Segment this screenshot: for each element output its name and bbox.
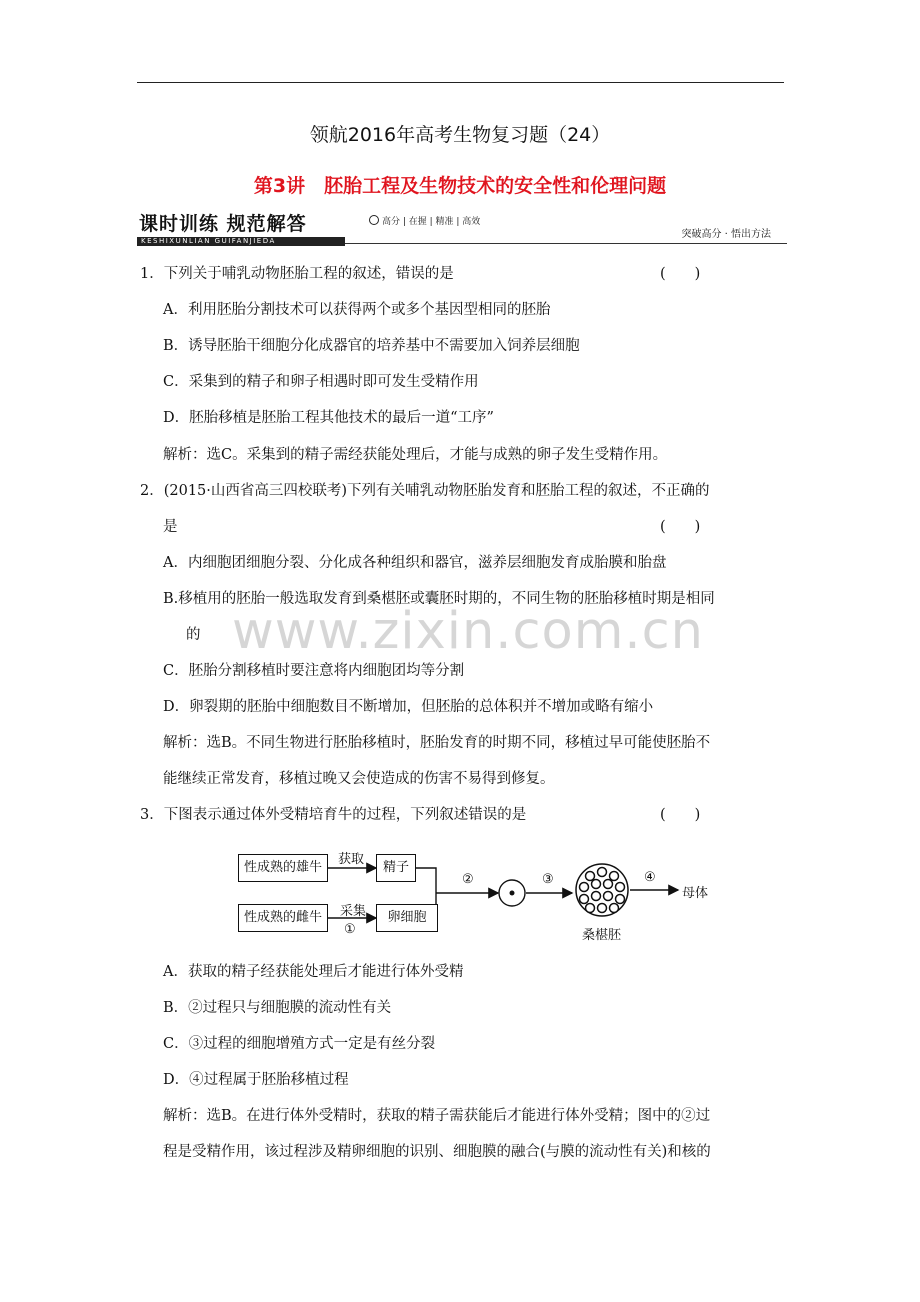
question-1-option-d: D．胚胎移植是胚胎工程其他技术的最后一道“工序” [163, 410, 494, 426]
question-1-option-b: B．诱导胚胎干细胞分化成器官的培养基中不需要加入饲养层细胞 [163, 338, 580, 354]
question-1-option-c: C．采集到的精子和卵子相遇时即可发生受精作用 [163, 374, 479, 390]
question-2-option-c: C．胚胎分割移植时要注意将内细胞团均等分割 [163, 663, 465, 679]
banner-slogan [369, 214, 480, 227]
banner-rule [345, 243, 787, 244]
female-cattle-box: 性成熟的雌牛 [238, 904, 328, 932]
question-1-option-a: A．利用胚胎分割技术可以获得两个或多个基因型相同的胚胎 [163, 302, 551, 318]
lesson-subtitle: 第3讲 胚胎工程及生物技术的安全性和伦理问题 [253, 175, 667, 197]
question-3-option-d: D．④过程属于胚胎移植过程 [163, 1072, 349, 1088]
label-step-1: ① [344, 922, 356, 937]
ivf-process-diagram [230, 842, 730, 952]
question-2-analysis-cont: 能继续正常发育，移植过晚又会使造成的伤害不易得到修复。 [163, 771, 555, 787]
question-3-stem: 3．下图表示通过体外受精培育牛的过程，下列叙述错误的是 [140, 807, 527, 823]
banner-tagline: 突破高分 · 悟出方法 [681, 229, 771, 240]
question-1-analysis: 解析：选C。采集到的精子需经获能处理后，才能与成熟的卵子发生受精作用。 [163, 447, 668, 463]
banner-slogan-text: 高分 | 在握 | 精准 | 高效 [382, 217, 481, 227]
question-1-answer-blank: ( ) [660, 266, 701, 282]
egg-box: 卵细胞 [376, 904, 438, 932]
question-3-option-a: A．获取的精子经获能处理后才能进行体外受精 [163, 964, 464, 980]
banner-block [137, 208, 342, 239]
banner-title: 课时训练 规范解答 [139, 213, 307, 235]
label-step-4: ④ [644, 870, 656, 885]
label-morula: 桑椹胚 [582, 928, 622, 943]
question-2-stem-cont: 是 [163, 519, 178, 535]
question-2-analysis: 解析：选B。不同生物进行胚胎移植时，胚胎发育的时期不同，移植过早可能使胚胎不 [163, 735, 711, 751]
question-2-option-b-cont: 的 [186, 627, 201, 643]
sperm-box: 精子 [376, 854, 416, 882]
question-2-option-b: B.移植用的胚胎一般选取发育到桑椹胚或囊胚时期的，不同生物的胚胎移植时期是相同 [163, 591, 715, 607]
site-watermark: www.zixin.com.cn [232, 602, 704, 661]
male-cattle-box: 性成熟的雄牛 [238, 854, 328, 882]
label-step-2: ② [462, 872, 474, 887]
question-3-option-b: B．②过程只与细胞膜的流动性有关 [163, 1000, 392, 1016]
question-3-analysis: 解析：选B。在进行体外受精时，获取的精子需获能后才能进行体外受精；图中的②过 [163, 1108, 711, 1124]
section-banner [137, 208, 787, 246]
question-3-analysis-cont: 程是受精作用，该过程涉及精卵细胞的识别、细胞膜的融合(与膜的流动性有关)和核的 [163, 1144, 711, 1160]
morula-icon [576, 864, 628, 916]
header-rule [137, 82, 784, 83]
question-2-stem: 2．(2015·山西省高三四校联考)下列有关哺乳动物胚胎发育和胚胎工程的叙述，不正确的 [140, 483, 710, 499]
question-2-answer-blank: ( ) [660, 519, 701, 535]
label-step-3: ③ [542, 872, 554, 887]
document-title: 领航2016年高考生物复习题（24） [309, 124, 611, 146]
label-get: 获取 [338, 852, 365, 867]
question-2-option-a: A．内细胞团细胞分裂、分化成各种组织和器官，滋养层细胞发育成胎膜和胎盘 [163, 555, 667, 571]
label-collect: 采集 [340, 904, 367, 919]
question-2-option-d: D．卵裂期的胚胎中细胞数目不断增加，但胚胎的总体积并不增加或略有缩小 [163, 699, 654, 715]
question-1-stem: 1．下列关于哺乳动物胚胎工程的叙述，错误的是 [140, 266, 454, 282]
label-mother: 母体 [682, 886, 709, 901]
zygote-nucleus [510, 891, 515, 896]
banner-pinyin: KESHIXUNLIAN GUIFANJIEDA [137, 237, 345, 246]
question-3-answer-blank: ( ) [660, 807, 701, 823]
target-icon [369, 215, 379, 225]
question-3-option-c: C．③过程的细胞增殖方式一定是有丝分裂 [163, 1036, 436, 1052]
